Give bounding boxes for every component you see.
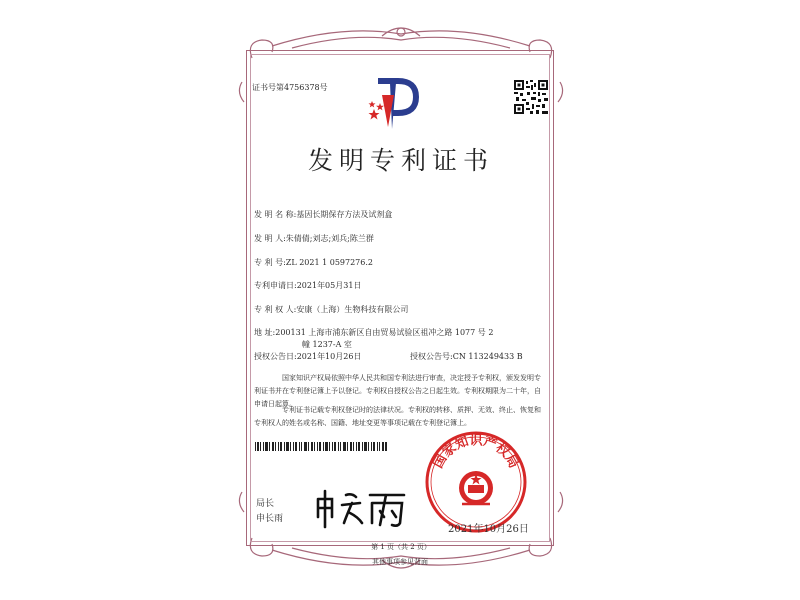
certificate-number: 证书号第4756378号 (252, 83, 328, 92)
field-value: 200131 上海市浦东新区自由贸易试验区祖冲之路 1077 号 2 (275, 328, 494, 337)
field-label: 专 利 权 人: (254, 305, 297, 314)
certificate-page (232, 22, 570, 574)
field-label: 专利申请日: (254, 281, 297, 290)
qr-code-icon (514, 80, 548, 114)
seal-text: 国家知识产权局 (430, 433, 522, 471)
field-value: 2021年10月26日 (296, 352, 362, 361)
field-invention-name (254, 209, 392, 220)
certificate-title: 发明专利证书 (307, 146, 494, 175)
field-address (254, 327, 493, 338)
field-label: 发 明 人: (254, 234, 286, 243)
field-value: 朱倩倩;刘志;刘兵;陈兰群 (285, 234, 374, 243)
field-value: 安康（上海）生物科技有限公司 (296, 305, 409, 314)
seal-date: 2021年10月26日 (448, 524, 529, 535)
field-value: 2021年05月31日 (296, 281, 362, 290)
patent-office-logo-icon (368, 75, 420, 131)
field-address-line2: 幢 1237-A 室 (302, 340, 352, 349)
field-value: ZL 2021 1 0597276.2 (285, 258, 373, 267)
director-signature (312, 487, 408, 529)
director-name: 申长雨 (256, 514, 284, 524)
director-title: 局长 (256, 499, 275, 509)
national-emblem-icon (459, 471, 493, 505)
field-value: CN 113249433 B (452, 352, 523, 361)
grant-paragraph: 国家知识产权局依照中华人民共和国专利法进行审查，决定授予专利权，颁发发明专利证书并在专利登记簿上予以登记。专利权自授权公告之日起生效。专利权期限为二十年，自申请日起算。 (254, 374, 541, 408)
field-grant-date (254, 351, 361, 362)
page-number: 第 1 页（共 2 页） (371, 543, 431, 551)
field-label: 授权公告号: (410, 352, 453, 361)
footer-note: 其他事项参见背面 (372, 558, 428, 566)
field-application-date (254, 280, 361, 291)
field-label: 专 利 号: (254, 258, 286, 267)
svg-text:国家知识产权局 (430, 432, 521, 470)
legal-status-paragraph: 专利证书记载专利权登记时的法律状况。专利权的转移、质押、无效、终止、恢复和专利权人的姓名或名称、国籍、地址变更等事项记载在专利登记簿上。 (254, 406, 541, 427)
field-patent-number (254, 257, 373, 268)
field-value: 基因长期保存方法及试剂盒 (296, 210, 393, 219)
field-label: 地 址: (254, 328, 276, 337)
field-patentee (254, 304, 408, 315)
barcode-icon (255, 442, 387, 451)
field-grant-number (410, 351, 523, 362)
field-label: 授权公告日: (254, 352, 297, 361)
official-seal (424, 430, 528, 534)
field-label: 发 明 名 称: (254, 210, 297, 219)
field-inventors (254, 233, 374, 244)
